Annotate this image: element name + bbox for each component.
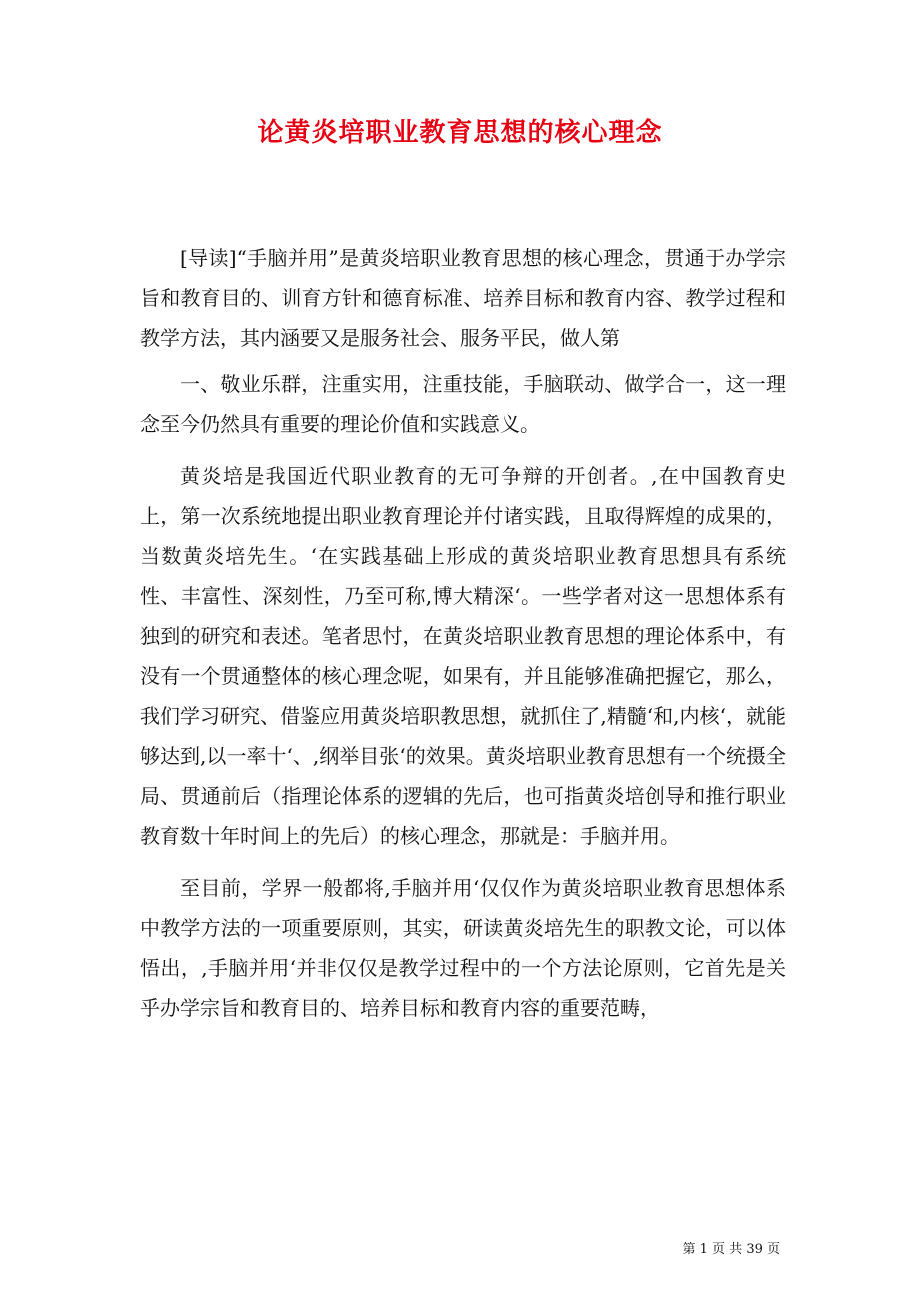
paragraph-intro-continued: 一、敬业乐群，注重实用，注重技能，手脑联动、做学合一，这一理念至今仍然具有重要的理论价值和实践意义。 <box>140 372 786 436</box>
document-body <box>140 238 786 1034</box>
paragraph-current-view: 至目前，学界一般都将,手脑并用‘仅仅作为黄炎培职业教育思想体系中教学方法的一项重要原则，其实，研读黄炎培先生的职教文论，可以体悟出，,手脑并用‘并非仅仅是教学过程中的一个方法论原则，它首先是关乎办学宗旨和教育目的、培养目标和教育内容的重要范畴， <box>140 876 786 1020</box>
document-title: 论黄炎培职业教育思想的核心理念 <box>257 118 663 148</box>
paragraph-intro: [导读]“手脑并用”是黄炎培职业教育思想的核心理念，贯通于办学宗旨和教育目的、训育方针和德育标准、培养目标和教育内容、教学过程和教学方法，其内涵要又是服务社会、服务平民，做人第 <box>140 246 786 350</box>
page-number: 第 1 页 共 39 页 <box>682 1242 780 1257</box>
paragraph-main: 黄炎培是我国近代职业教育的无可争辩的开创者。,在中国教育史上，第一次系统地提出职业教育理论并付诸实践，且取得辉煌的成果的，当数黄炎培先生。‘在实践基础上形成的黄炎培职业教育思想具有系统性、丰富性、深刻性，乃至可称,博大精深‘。一些学者对这一思想体系有独到的研究和表述。笔者思忖，在黄炎培职业教育思想的理论体系中，有没有一个贯通整体的核心理念呢，如果有，并且能够准确把握它，那么，我们学习研究、借鉴应用黄炎培职教思想，就抓住了,精髓‘和,内核‘，就能够达到,以一率十‘、,纲举目张‘的效果。黄炎培职业教育思想有一个统摄全局、贯通前后（指理论体系的逻辑的先后，也可指黄炎培创导和推行职业教育数十年时间上的先后）的核心理念，那就是：手脑并用。 <box>140 464 786 848</box>
